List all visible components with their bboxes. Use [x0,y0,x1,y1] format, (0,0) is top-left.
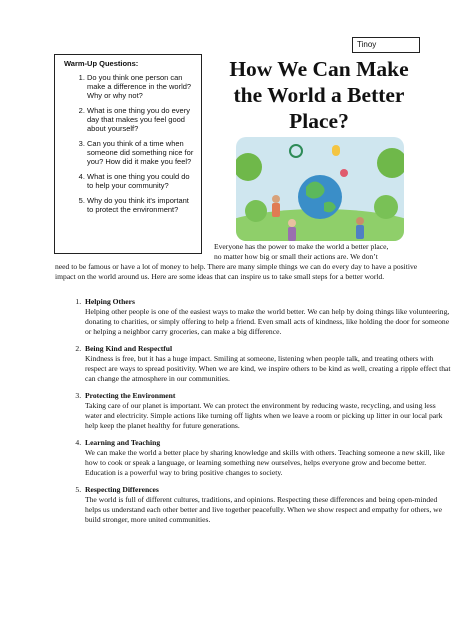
idea-heading: 3. Protecting the Environment [85,391,176,400]
community-illustration [236,137,404,241]
person-icon [356,217,364,225]
idea-section [83,391,453,431]
person-icon [272,195,280,203]
intro-first-lines [214,242,444,262]
person-icon [288,219,296,227]
warm-up-questions-box [54,54,202,254]
illustration-svg [236,137,404,241]
person-body [356,225,364,239]
idea-section [83,438,453,478]
idea-heading: 4. Learning and Teaching [85,438,161,447]
warm-up-question: 3. Can you think of a time when someone did something nice for you? How did it make you feel? [87,139,195,166]
warm-up-question: 1. Do you think one person can make a difference in the world? Why or why not? [87,73,195,100]
tree-icon [374,195,398,219]
warm-up-question: 5. Why do you think it's important to protect the environment? [87,196,195,214]
intro-line: Everyone has the power to make the world a better place, [214,242,389,251]
heart-icon [340,169,348,177]
intro-paragraph: need to be famous or have a lot of money to help. There are many simple things we can do every day to have a positive impact on the world around us. Here are some ideas that can inspire us to take small steps for a better world. [55,262,418,281]
idea-heading: 2. Being Kind and Respectful [85,344,173,353]
idea-body: Kindness is free, but it has a huge impact. Smiling at someone, listening when people talk, and treating others with respect are ways to spread positivity. When we are kind, we inspire others to be kind as well, creating a ripple effect that can change the atmosphere in our communities. [85,354,451,383]
idea-heading: 5. Respecting Differences [85,485,159,494]
idea-body: Helping other people is one of the easiest ways to make the world better. We can help by doing things like volunteering, donating to charities, or simply offering to help a friend. Even small acts of kindness, like holding the door for someone or helping a neighbor carry groceries, can make a big difference. [85,307,450,336]
intro-line: no matter how big or small their actions are. We don’t [214,252,378,261]
bulb-icon [332,145,340,156]
idea-section [83,485,453,525]
person-body [272,203,280,217]
warm-up-question: 4. What is one thing you could do to help your community? [87,172,195,190]
idea-section [83,344,453,384]
idea-section [83,297,453,337]
ideas-list [55,297,453,532]
warm-up-heading: Warm-Up Questions: [64,59,139,68]
tree-icon [245,200,267,222]
page-title: How We Can Make the World a Better Place? [229,57,409,133]
idea-heading: 1. Helping Others [85,297,135,306]
person-body [288,227,296,241]
idea-body: Taking care of our planet is important. We can protect the environment by reducing waste, recycling, and using less water and electricity. Simple actions like turning off lights when we leave a room or picking up litter in our local park help keep the planet healthy for future generations. [85,401,443,430]
warm-up-question-list [61,73,195,214]
idea-body: The world is full of different cultures, traditions, and opinions. Respecting these differences and being open-minded helps us understand each other better and live together peacefully. When we show respect and empathy for others, we build stronger, more united communities. [85,495,442,524]
warm-up-question: 2. What is one thing you do every day that makes you feel good about yourself? [87,106,195,133]
student-name-box: Tinoy [352,37,420,53]
idea-body: We can make the world a better place by sharing knowledge and skills with others. Teaching someone a new skill, like how to cook or speak a language, or learning something new ourselves, helps everyone grow and become better. Education is a powerful way to bring positive changes to society. [85,448,445,477]
